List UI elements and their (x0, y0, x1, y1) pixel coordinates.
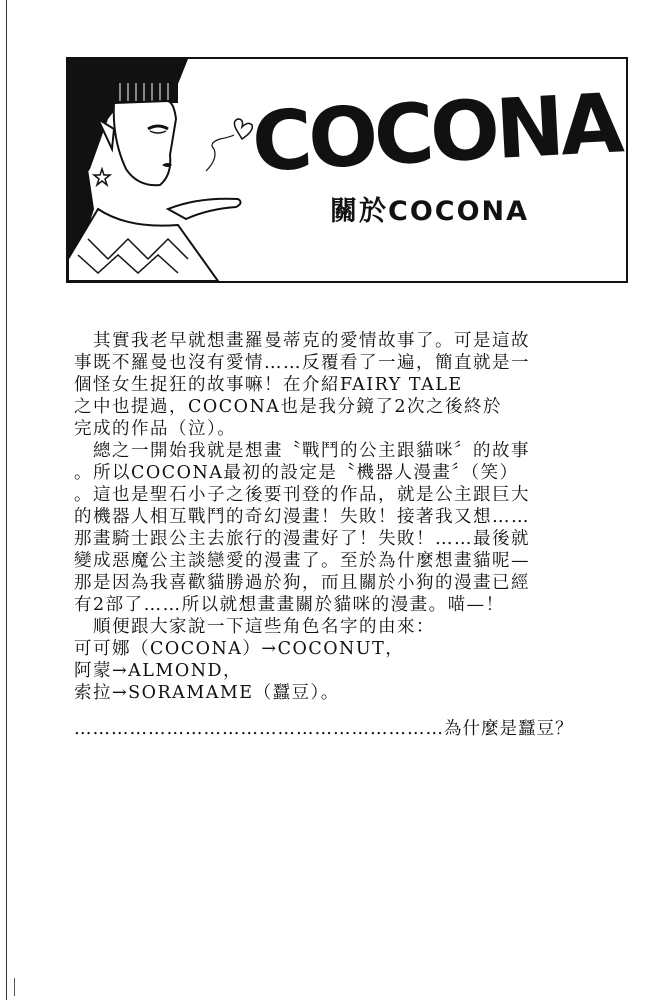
article-line: 有2部了……所以就想畫畫關於貓咪的漫畫。喵—！ (74, 595, 505, 615)
binding-edge-line (6, 0, 7, 1000)
article-line: 變成惡魔公主談戀愛的漫畫了。至於為什麼想畫貓呢— (74, 551, 530, 571)
article-line: 總之一開始我就是想畫〝戰鬥的公主跟貓咪〞的故事 (74, 441, 530, 461)
article-line: 。所以COCONA最初的設定是〝機器人漫畫〞（笑） (74, 463, 519, 483)
article-line: 之中也提過，COCONA也是我分鏡了2次之後終於 (74, 397, 503, 417)
article-line: 順便跟大家說一下這些角色名字的由來： (74, 617, 435, 637)
article-line: 阿蒙→ALMOND， (74, 661, 243, 681)
page-corner-mark (14, 978, 25, 996)
article-body (74, 330, 634, 704)
character-illustration (68, 59, 268, 281)
closing-remark: ……………………………………………………為什麼是蠶豆？ (74, 719, 574, 739)
article-line: 索拉→SORAMAME（蠶豆）。 (74, 683, 340, 703)
article-line: 個怪女生捉狂的故事嘛！在介紹FAIRY TALE (74, 375, 463, 395)
article-line: 其實我老早就想畫羅曼蒂克的愛情故事了。可是這故 (74, 331, 530, 351)
page-subtitle: 關於COCONA (330, 196, 530, 227)
title-panel (66, 57, 628, 283)
article-line: 完成的作品（泣）。 (74, 419, 237, 439)
article-line: 事既不羅曼也沒有愛情……反覆看了一遍，簡直就是一 (74, 353, 530, 373)
article-line: 。這也是聖石小子之後要刊登的作品，就是公主跟巨大 (74, 485, 530, 505)
article-line: 那是因為我喜歡貓勝過於狗，而且關於小狗的漫畫已經 (74, 573, 530, 593)
article-line: 的機器人相互戰鬥的奇幻漫畫！失敗！接著我又想…… (74, 507, 530, 527)
cocona-logo: COCONA (249, 75, 623, 191)
article-line: 那畫騎士跟公主去旅行的漫畫好了！失敗！……最後就 (74, 529, 530, 549)
article-line: 可可娜（COCONA）→COCONUT， (74, 639, 405, 659)
